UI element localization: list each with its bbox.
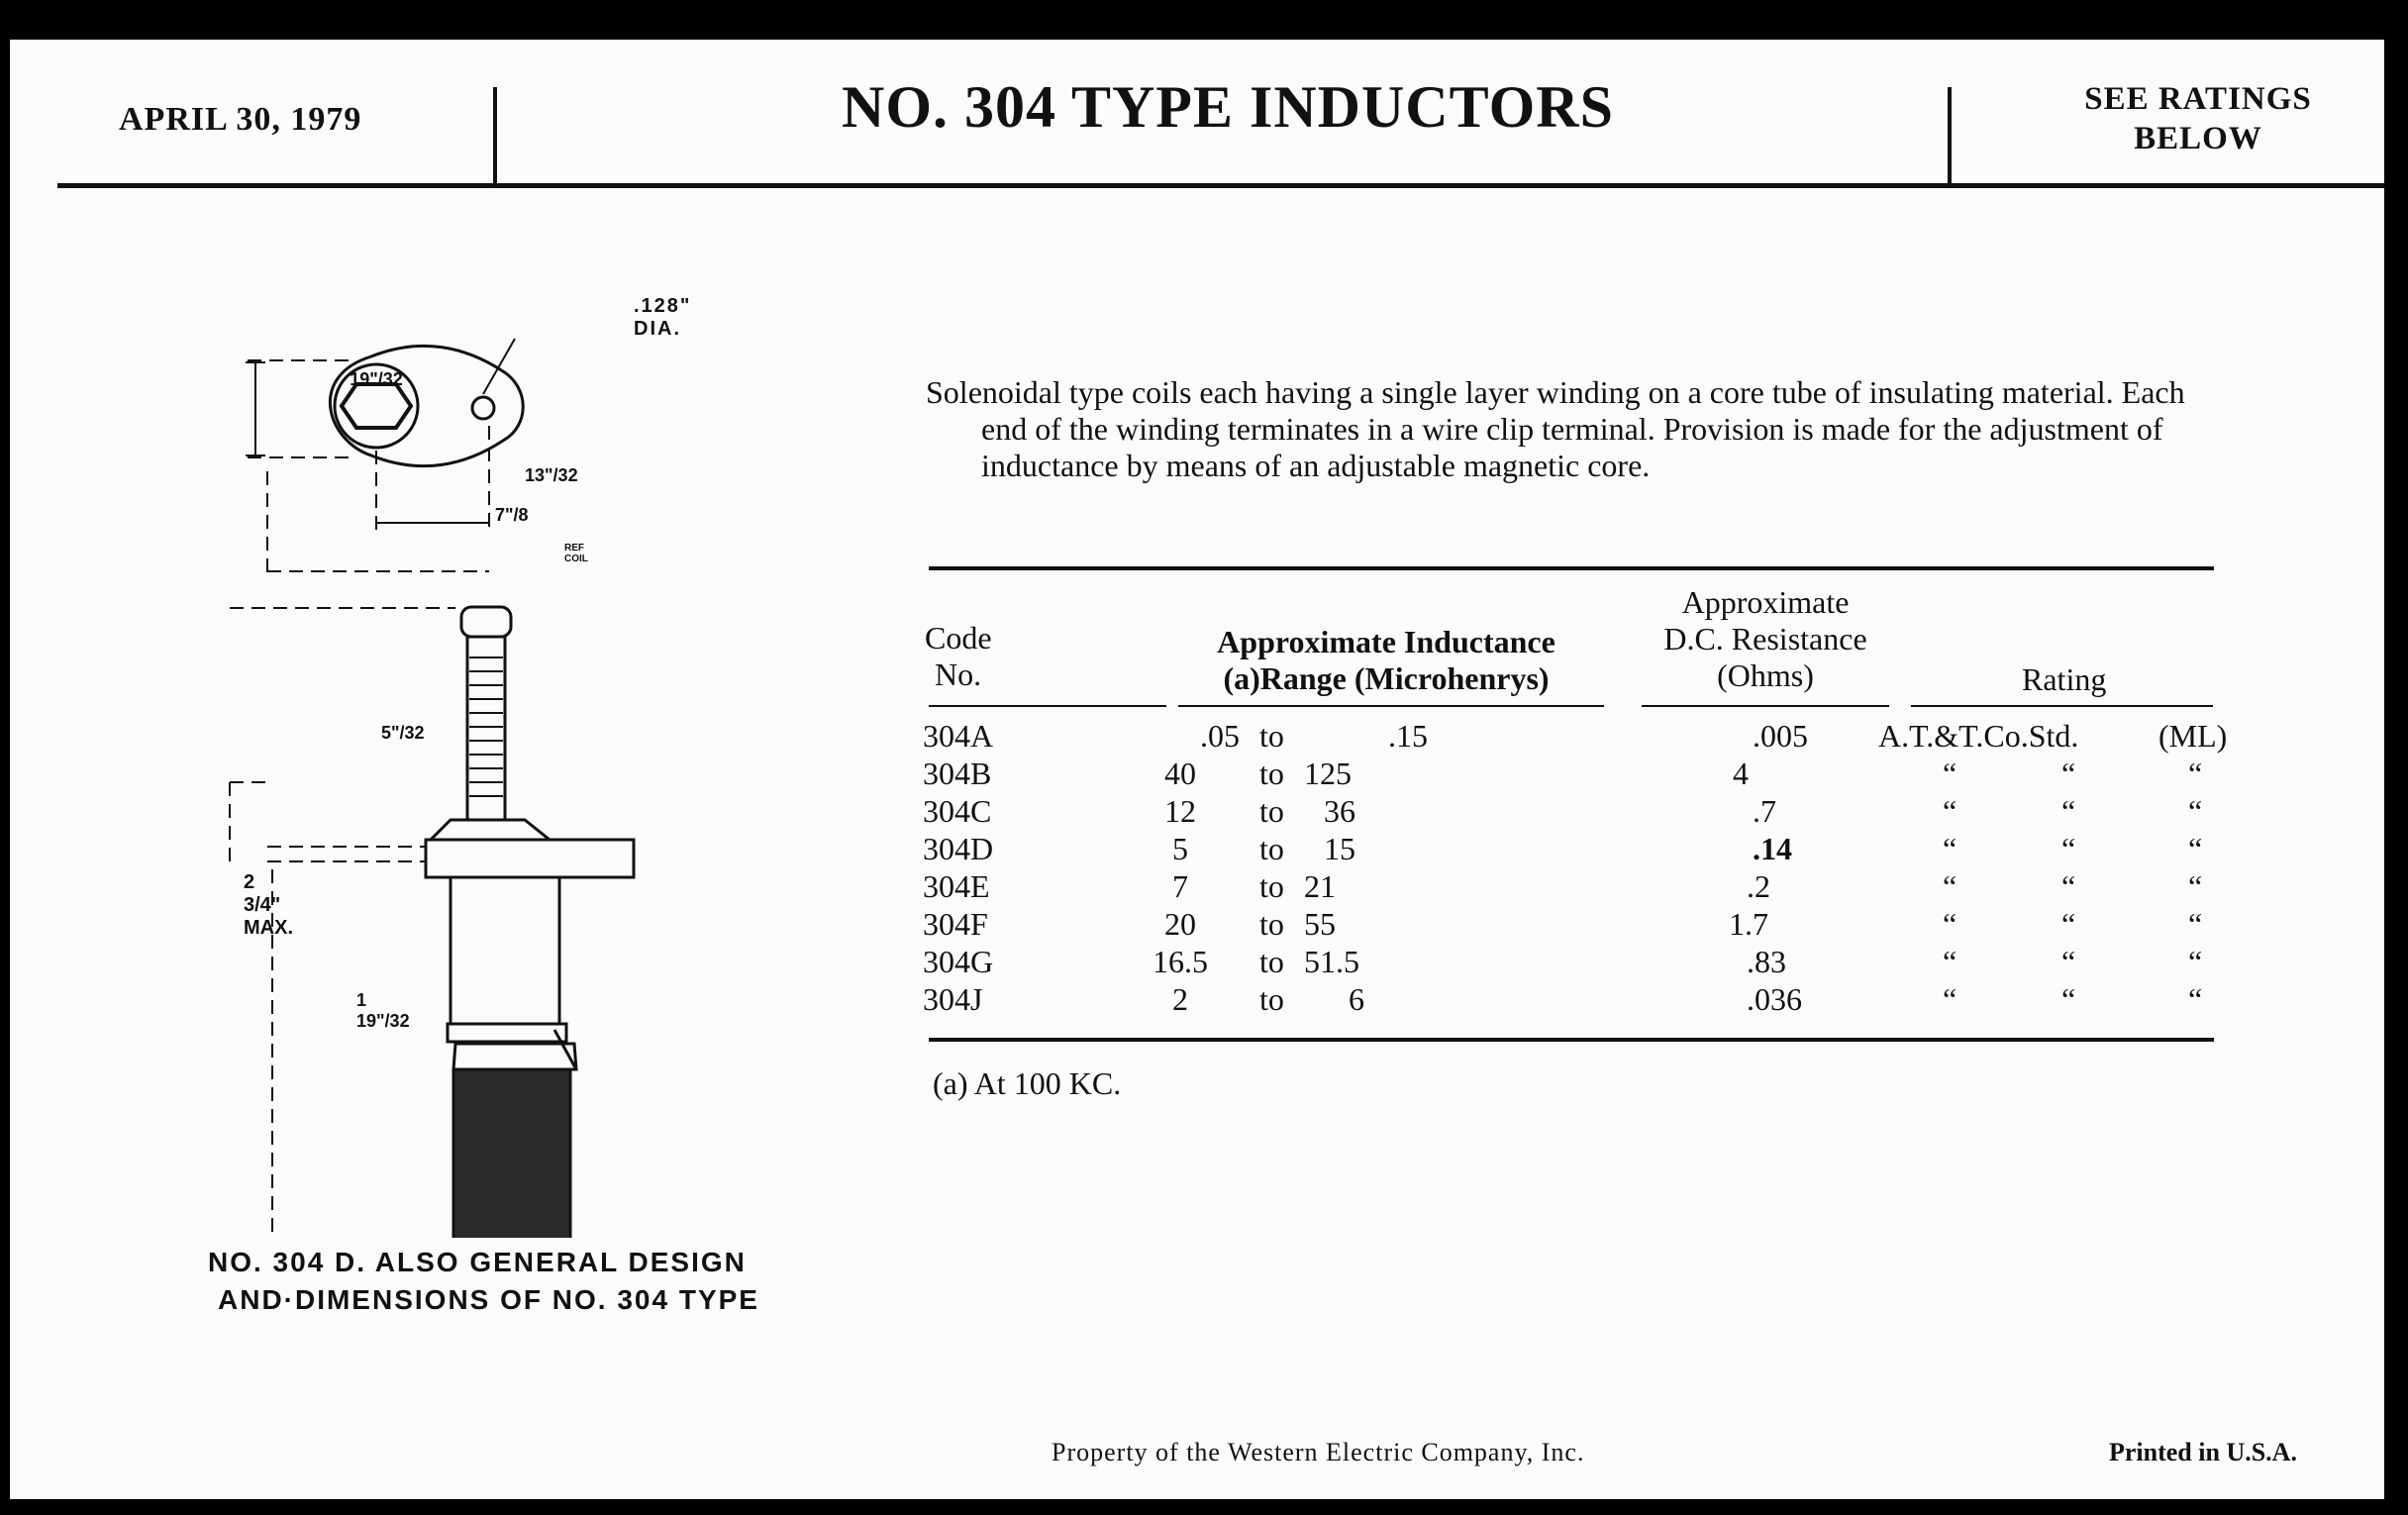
cell-resistance: 1.7 (1729, 906, 1768, 942)
table-row (923, 792, 2250, 830)
th-resistance-line2: D.C. Resistance (1663, 621, 1867, 656)
cell-resistance: .14 (1753, 831, 1792, 866)
cell-rating-2: “ (2061, 756, 2076, 791)
cell-rating-3: “ (2188, 756, 2203, 791)
cell-rating-1: “ (1943, 981, 1957, 1017)
cell-code: 304E (923, 868, 990, 904)
cell-code: 304B (923, 756, 992, 791)
cell-low: 7 (1172, 868, 1188, 904)
header-divider-right (1948, 87, 1952, 184)
cell-to: to (1259, 793, 1284, 829)
cell-resistance: .83 (1747, 944, 1786, 979)
cell-rating-1: “ (1943, 868, 1957, 904)
th-underline-inductance (1178, 705, 1604, 707)
cell-resistance: 4 (1733, 756, 1749, 791)
cell-rating-2: “ (2061, 868, 2076, 904)
description-text: Solenoidal type coils each having a single layer winding on a core tube of insulating material. Each end of the winding terminates in a wire clip terminal. Provision is made for the adjustment of inductance by means of an adjustable magnetic core. (926, 374, 2185, 483)
th-underline-code (929, 705, 1166, 707)
cell-code: 304F (923, 906, 988, 942)
cell-rating-3: “ (2188, 793, 2203, 829)
cell-to: to (1259, 718, 1284, 754)
cell-rating-1: “ (1943, 906, 1957, 942)
cell-rating-3: “ (2188, 981, 2203, 1017)
dim-13-32: 13"/32 (525, 465, 578, 485)
table-row (923, 717, 2250, 755)
scan-edge-right (2384, 40, 2408, 1515)
cell-resistance: .7 (1753, 793, 1776, 829)
cell-high: .15 (1388, 718, 1428, 754)
description (926, 374, 2213, 484)
dim-5-32: 5"/32 (381, 723, 425, 743)
cell-rating-1: “ (1943, 756, 1957, 791)
cell-rating-3: “ (2188, 831, 2203, 866)
table-bottom-rule (929, 1038, 2214, 1042)
th-code (925, 620, 992, 693)
top-view-hex (342, 384, 411, 428)
cell-rating-2: “ (2061, 944, 2076, 979)
cell-low: 12 (1164, 793, 1196, 829)
cell-rating-3: “ (2188, 944, 2203, 979)
inductor-drawing (228, 277, 861, 1238)
dim-7-8: 7"/8 (495, 505, 529, 525)
table-row (923, 943, 2250, 980)
cell-code: 304G (923, 944, 994, 979)
cell-rating-1: “ (1943, 831, 1957, 866)
cell-to: to (1259, 868, 1284, 904)
scan-edge-bottom (10, 1499, 2408, 1515)
top-view-hole (472, 397, 494, 419)
cell-rating-1: “ (1943, 793, 1957, 829)
cell-low: 40 (1164, 756, 1196, 791)
footer-property: Property of the Western Electric Company, Inc. (1052, 1438, 1585, 1466)
th-resistance-line3: (Ohms) (1717, 657, 1814, 693)
cell-high: 36 (1324, 793, 1355, 829)
th-code-line2: No. (935, 656, 982, 692)
cell-code: 304A (923, 718, 994, 754)
dim-ref-coil: REF COIL (564, 543, 588, 564)
table-top-rule (929, 566, 2214, 570)
cell-rating-2: “ (2061, 793, 2076, 829)
cell-rating-3: “ (2188, 868, 2203, 904)
cell-rating-3: (ML) (2158, 718, 2228, 754)
footer-printed: Printed in U.S.A. (2109, 1438, 2297, 1466)
see-ratings-line1: SEE RATINGS (2084, 81, 2312, 117)
cell-to: to (1259, 831, 1284, 866)
cell-high: 55 (1304, 906, 1336, 942)
th-rating: Rating (2022, 661, 2107, 697)
th-code-line1: Code (925, 620, 992, 656)
cell-high: 15 (1324, 831, 1355, 866)
cell-high: 21 (1304, 868, 1336, 904)
cell-rating-1: “ (1943, 944, 1957, 979)
cell-high: 51.5 (1304, 944, 1359, 979)
table-row (923, 867, 2250, 905)
cell-code: 304D (923, 831, 994, 866)
cell-resistance: .005 (1753, 718, 1808, 754)
header-date: APRIL 30, 1979 (119, 101, 362, 138)
th-inductance-line2: (a)Range (Microhenrys) (1223, 660, 1550, 696)
cell-to: to (1259, 906, 1284, 942)
table-footnote: (a) At 100 KC. (933, 1065, 1122, 1101)
th-inductance-line1: Approximate Inductance (1217, 624, 1555, 659)
cell-resistance: .2 (1747, 868, 1770, 904)
th-inductance (1173, 624, 1599, 697)
dim-hole-text: .128" DIA. (634, 295, 692, 340)
dim-max: 2 3/4" MAX. (244, 871, 293, 939)
cell-rating-1: A.T.&T.Co.Std. (1878, 718, 2079, 754)
caption-line2: AND·DIMENSIONS OF NO. 304 TYPE (218, 1284, 759, 1315)
th-underline-rating (1911, 705, 2213, 707)
cell-rating-2: “ (2061, 906, 2076, 942)
cell-low: 2 (1172, 981, 1188, 1017)
side-view (426, 607, 634, 1238)
page-title: NO. 304 TYPE INDUCTORS (842, 74, 1614, 140)
cell-to: to (1259, 944, 1284, 979)
cell-code: 304J (923, 981, 983, 1017)
cell-high: 125 (1304, 756, 1352, 791)
th-resistance-line1: Approximate (1681, 584, 1850, 620)
cell-low: 16.5 (1153, 944, 1208, 979)
table-row (923, 905, 2250, 943)
dim-19-32-top: 19"/32 (350, 369, 403, 389)
cell-high: 6 (1349, 981, 1364, 1017)
cell-to: to (1259, 756, 1284, 791)
spec-card (10, 40, 2408, 1515)
table-row (923, 980, 2250, 1018)
header-rule (57, 183, 2394, 188)
cell-rating-3: “ (2188, 906, 2203, 942)
header-see-ratings (1980, 79, 2408, 158)
table-row (923, 830, 2250, 867)
cell-low: 20 (1164, 906, 1196, 942)
cell-resistance: .036 (1747, 981, 1802, 1017)
see-ratings-line2: BELOW (2134, 121, 2262, 156)
caption-line1: NO. 304 D. ALSO GENERAL DESIGN (208, 1247, 747, 1277)
cell-rating-2: “ (2061, 981, 2076, 1017)
dim-1-19-32: 1 19"/32 (356, 990, 410, 1031)
cell-to: to (1259, 981, 1284, 1017)
drawing-caption (208, 1244, 852, 1319)
table-row (923, 755, 2250, 792)
cell-rating-2: “ (2061, 831, 2076, 866)
th-resistance (1632, 584, 1899, 694)
cell-code: 304C (923, 793, 992, 829)
cell-low: .05 (1200, 718, 1240, 754)
th-underline-resistance (1642, 705, 1889, 707)
cell-low: 5 (1172, 831, 1188, 866)
table-body (923, 717, 2250, 1034)
